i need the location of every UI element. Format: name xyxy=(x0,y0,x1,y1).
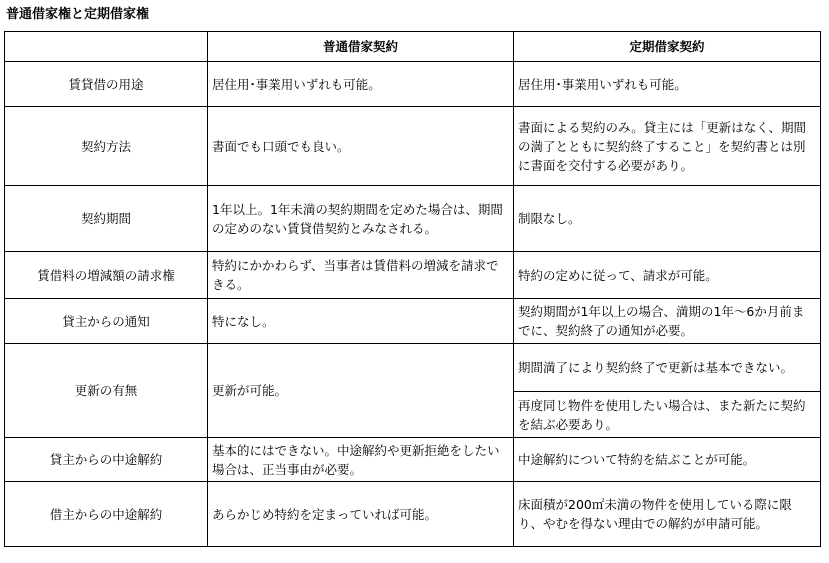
fixed-term-cell: 制限なし。 xyxy=(514,186,821,252)
row-label: 契約期間 xyxy=(5,186,208,252)
ordinary-cell: あらかじめ特約を定まっていれば可能。 xyxy=(208,482,514,547)
ordinary-cell: 書面でも口頭でも良い。 xyxy=(208,107,514,186)
row-label: 借主からの中途解約 xyxy=(5,482,208,547)
table-row xyxy=(5,107,821,186)
page-title: 普通借家権と定期借家権 xyxy=(6,7,150,22)
fixed-term-cell: 中途解約について特約を結ぶことが可能。 xyxy=(514,438,821,482)
ordinary-cell: 特になし。 xyxy=(208,299,514,344)
ordinary-cell: 特約にかかわらず、当事者は賃借料の増減を請求できる。 xyxy=(208,252,514,299)
fixed-term-cell: 特約の定めに従って、請求が可能。 xyxy=(514,252,821,299)
fixed-term-cell: 再度同じ物件を使用したい場合は、また新たに契約を結ぶ必要あり。 xyxy=(514,392,821,438)
ordinary-cell: 1年以上。1年未満の契約期間を定めた場合は、期間の定めのない賃貸借契約とみなされる。 xyxy=(208,186,514,252)
row-label: 更新の有無 xyxy=(5,344,208,438)
fixed-term-cell: 居住用･事業用いずれも可能。 xyxy=(514,62,821,107)
table-row xyxy=(5,482,821,547)
row-label: 契約方法 xyxy=(5,107,208,186)
table-row xyxy=(5,344,821,392)
table-row xyxy=(5,186,821,252)
table-row xyxy=(5,438,821,482)
table-row xyxy=(5,252,821,299)
ordinary-cell: 基本的にはできない。中途解約や更新拒絶をしたい場合は、正当事由が必要。 xyxy=(208,438,514,482)
table-row xyxy=(5,299,821,344)
fixed-term-cell: 床面積が200㎡未満の物件を使用している際に限り、やむを得ない理由での解約が申請可能。 xyxy=(514,482,821,547)
header-row xyxy=(5,32,821,62)
header-empty-cell xyxy=(5,32,208,62)
header-ordinary: 普通借家契約 xyxy=(208,32,514,62)
fixed-term-cell: 期間満了により契約終了で更新は基本できない。 xyxy=(514,344,821,392)
table-row xyxy=(5,62,821,107)
comparison-table xyxy=(4,31,821,547)
ordinary-cell: 居住用･事業用いずれも可能。 xyxy=(208,62,514,107)
fixed-term-cell: 契約期間が1年以上の場合、満期の1年～6か月前までに、契約終了の通知が必要。 xyxy=(514,299,821,344)
row-label: 賃貸借の用途 xyxy=(5,62,208,107)
ordinary-cell: 更新が可能。 xyxy=(208,344,514,438)
row-label: 貸主からの中途解約 xyxy=(5,438,208,482)
row-label: 賃借料の増減額の請求権 xyxy=(5,252,208,299)
fixed-term-cell: 書面による契約のみ。貸主には「更新はなく、期間の満了とともに契約終了すること」を契約書とは別に書面を交付する必要があり。 xyxy=(514,107,821,186)
row-label: 貸主からの通知 xyxy=(5,299,208,344)
header-fixed-term: 定期借家契約 xyxy=(514,32,821,62)
